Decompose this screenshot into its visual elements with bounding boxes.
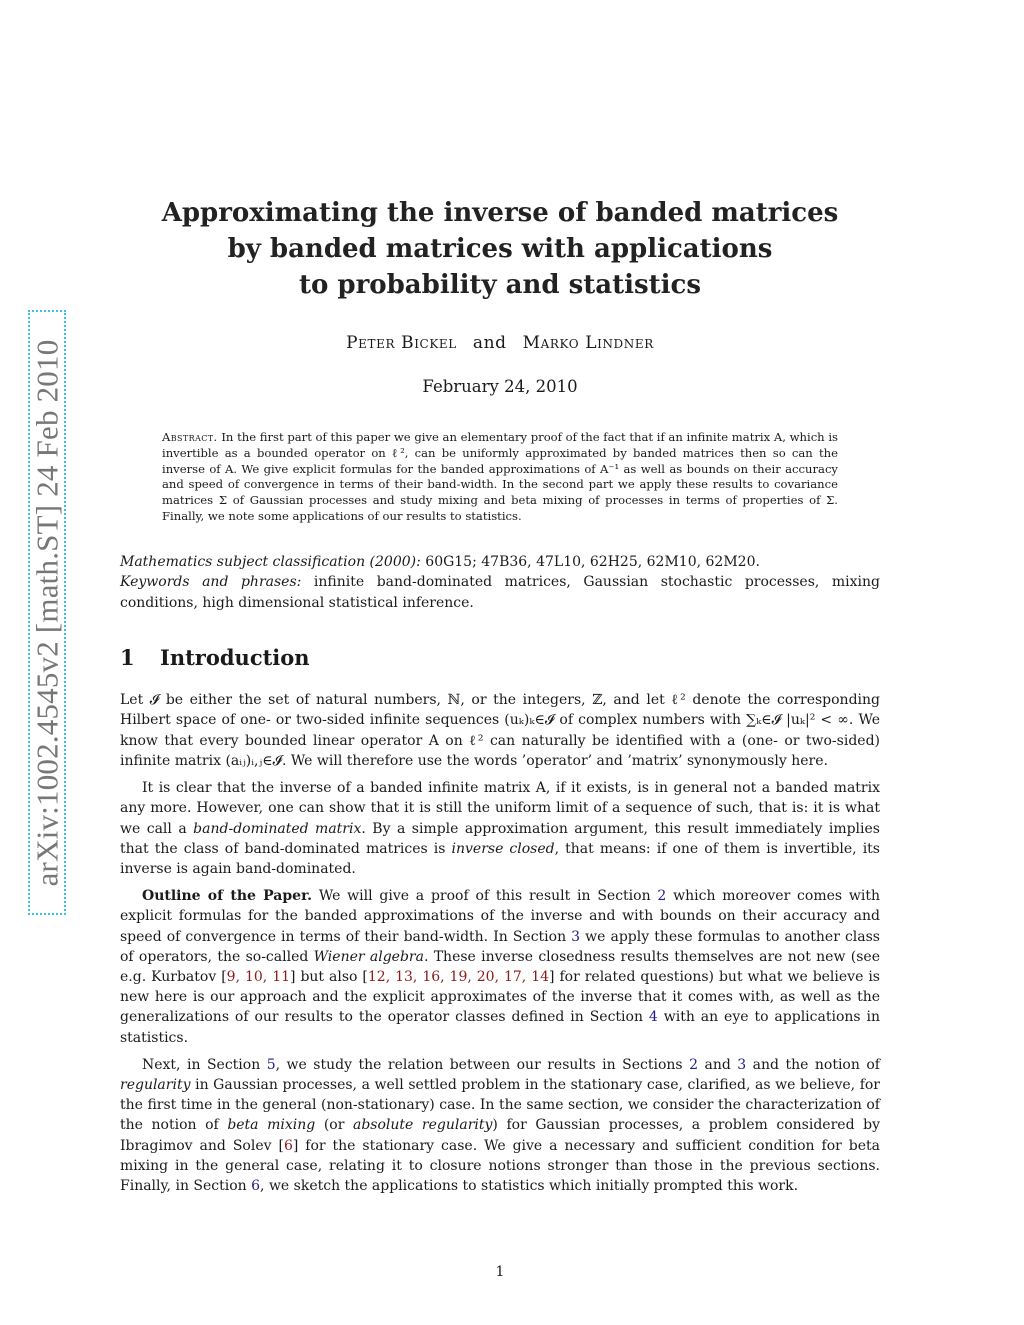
page-number: 1 (495, 1264, 505, 1280)
p4-text-e: in Gaussian processes, a well settled problem in the stationary case, clarified, as we believe, for the first time in the general (non-stationary) case. In the same section, we consider the characterization of the notion of (120, 1076, 880, 1134)
p4-text-h: ] for the stationary case. We give a necessary and sufficient condition for beta mixing in the general case, relating it to closure notions stronger than those in the previous sections. Finally, in Section (120, 1137, 880, 1194)
p2-emphasis-inverse-closed: inverse closed (451, 840, 555, 857)
p3-text-a: We will give a proof of this result in Section (312, 888, 658, 905)
section-heading (120, 645, 880, 670)
p3-text-e: ] but also [ (290, 968, 368, 985)
section-ref-link[interactable]: 2 (689, 1056, 698, 1073)
p4-text-a: Next, in Section (142, 1056, 267, 1073)
abstract-text: In the first part of this paper we give an elementary proof of the fact that if an infinite matrix A, which is invertible as a bounded operator on ℓ², can be uniformly approximated by banded matrices then so can the inverse of A. We give explicit formulas for the banded approximations of A⁻¹ as well as bounds on their accuracy and speed of convergence in terms of their band-width. In the second part we apply these results to covariance matrices Σ of Gaussian processes and study mixing and beta mixing of processes in terms of properties of Σ. Finally, we note some applications of our results to statistics. (162, 430, 839, 523)
msc-label: Mathematics subject classification (2000): (120, 553, 421, 570)
p2-emphasis-band-dominated: band-dominated matrix (193, 820, 362, 837)
abstract-label: Abstract. (162, 430, 218, 444)
p4-emphasis-beta-mixing: beta mixing (227, 1117, 316, 1134)
p3-text-f: ] for related questions) but what we believe is new here is our approach and the explicit approximates of the inverse that it comes with, as well as the generalizations of our results to the operator classes defined in Section (120, 968, 880, 1026)
p3-text-g: with an eye to applications in statistics. (120, 1009, 880, 1046)
msc-value: 60G15; 47B36, 47L10, 62H25, 62M10, 62M20. (425, 553, 760, 570)
authors-and: and (472, 333, 507, 353)
arxiv-stamp-text: arXiv:1002.4545v2 [math.ST] 24 Feb 2010 (29, 339, 64, 886)
p2-text-a: It is clear that the inverse of a banded infinite matrix A, if it exists, is in general not a banded matrix any more. However, one can show that it is still the uniform limit of a sequence of such, that is: it is what we call a (120, 780, 880, 837)
paragraph-3 (120, 886, 880, 1048)
classification-block (120, 552, 880, 614)
authors (120, 333, 880, 353)
p3-text-b: which moreover comes with explicit formulas for the banded approximations of the inverse and with bounds on their accuracy and speed of convergence in terms of their band-width. In Section (120, 888, 880, 945)
p3-emphasis-wiener: Wiener algebra (313, 948, 424, 965)
p4-text-d: and the notion of (746, 1056, 880, 1073)
p4-text-f: (or (315, 1117, 353, 1134)
paragraph-4 (120, 1055, 880, 1196)
p2-text-b: . By a simple approximation argument, this result immediately implies that the class of band-dominated matrices is (120, 820, 880, 857)
p4-text-c: and (698, 1056, 738, 1073)
paragraph-2 (120, 778, 880, 879)
keywords-line (120, 572, 880, 613)
section-ref-link[interactable]: 6 (251, 1177, 261, 1194)
section-ref-link[interactable]: 3 (737, 1056, 747, 1073)
title-line-3: to probability and statistics (299, 270, 701, 300)
section-ref-link[interactable]: 3 (571, 928, 581, 945)
p4-emphasis-absolute-regularity: absolute regularity (353, 1117, 493, 1134)
section-ref-link[interactable]: 4 (648, 1009, 658, 1026)
author-second: Marko Lindner (522, 333, 654, 353)
keywords-value: infinite band-dominated matrices, Gaussian stochastic processes, mixing conditions, high dimensional statistical inference. (120, 574, 880, 611)
citation-link[interactable]: 6 (283, 1137, 293, 1154)
paper-date: February 24, 2010 (422, 377, 578, 396)
p4-text-i: , we sketch the applications to statistics which initially prompted this work. (260, 1177, 799, 1194)
p4-text-g: ) for Gaussian processes, a problem considered by Ibragimov and Solev [ (120, 1117, 880, 1154)
arxiv-stamp (28, 310, 66, 915)
abstract (162, 430, 838, 525)
p3-text-d: . These inverse closedness results themselves are not new (see e.g. Kurbatov [ (120, 948, 880, 985)
p3-text-c: we apply these formulas to another class of operators, the so-called (120, 928, 880, 965)
section-ref-link[interactable]: 2 (657, 888, 667, 905)
citation-link[interactable]: 9, 10, 11 (226, 968, 291, 985)
section-number: 1 (120, 645, 135, 671)
paragraph-1: Let 𝓘 be either the set of natural numbers, ℕ, or the integers, ℤ, and let ℓ² denote the corresponding Hilbert space of one- or two-sided infinite sequences (uₖ)ₖ∈𝓘 of complex numbers with ∑ₖ∈𝓘 |uₖ|² < ∞. We know that every bounded linear operator A on ℓ² can naturally be identified with a (one- or two-sided) infinite matrix (aᵢⱼ)ᵢ,ⱼ∈𝓘. We will therefore use the words ’operator’ and ’matrix’ synonymously here. (120, 692, 880, 769)
title-line-2: by banded matrices with applications (227, 234, 773, 264)
p4-text-b: , we study the relation between our results in Sections (275, 1056, 690, 1073)
p4-emphasis-regularity: regularity (120, 1076, 191, 1093)
title-line-1: Approximating the inverse of banded matrices (161, 198, 839, 228)
paper-page (120, 0, 880, 1196)
author-first: Peter Bickel (346, 333, 457, 353)
section-title: Introduction (160, 645, 310, 671)
p2-text-c: , that means: if one of them is invertible, its inverse is again band-dominated. (120, 840, 880, 877)
paper-title (120, 195, 880, 303)
outline-heading: Outline of the Paper. (142, 888, 313, 905)
section-ref-link[interactable]: 5 (266, 1056, 276, 1073)
msc-line (120, 552, 880, 573)
keywords-label: Keywords and phrases: (120, 574, 302, 591)
citation-link[interactable]: 12, 13, 16, 19, 20, 17, 14 (367, 968, 550, 985)
